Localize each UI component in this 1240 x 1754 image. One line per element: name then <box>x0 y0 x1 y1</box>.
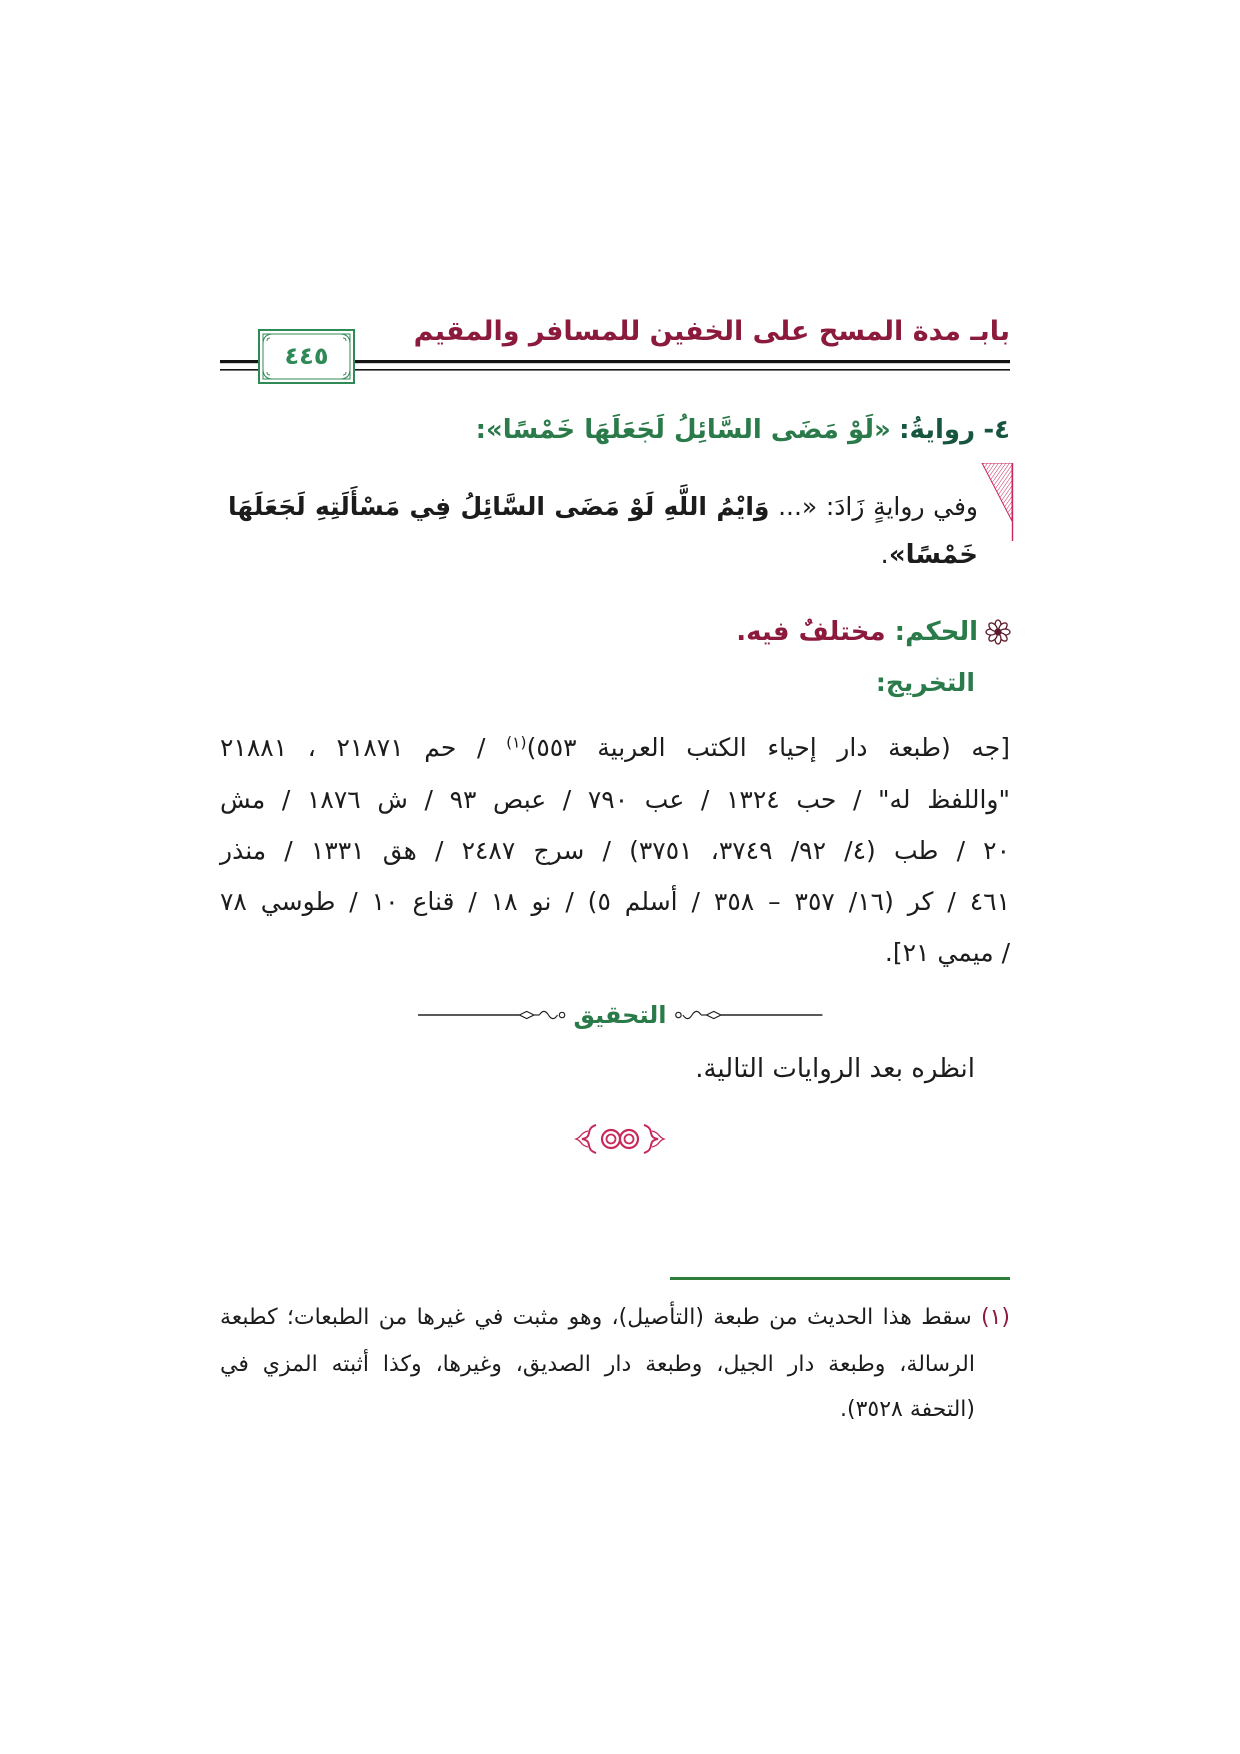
takhrij-line-5: / ميمي ٢١]. <box>884 938 1010 967</box>
variant-end: . <box>880 540 889 570</box>
verification-divider <box>418 998 822 1032</box>
page-number: ٤٤٥ <box>284 342 329 370</box>
ruling-label: الحكم: <box>894 617 978 647</box>
section-end-ornament <box>570 1121 670 1157</box>
rosette-center <box>994 628 1001 635</box>
header-rule-left-thick <box>220 360 258 363</box>
divider-ornament-right <box>673 1003 822 1027</box>
divider-diamond <box>706 1011 720 1018</box>
entry-label: روايةُ: <box>899 415 976 445</box>
takhrij-line-1 <box>220 730 1010 766</box>
hatched-triangle <box>982 463 1012 521</box>
footnote-marker: (١) <box>980 1305 1010 1330</box>
header-rule-right-thick <box>355 360 1010 363</box>
entry-quote: «لَوْ مَضَى السَّائِلُ لَجَعَلَهَا خَمْسًا»: <box>475 415 891 445</box>
rosette-icon <box>985 619 1011 645</box>
footnote-line-2: الرسالة، وطبعة دار الجيل، وطبعة دار الصديق، وغيرها، وكذا أثبته المزي في <box>220 1352 975 1377</box>
divider-scroll <box>539 1011 557 1018</box>
variant-line-2 <box>228 535 978 575</box>
divider-dot <box>675 1012 680 1017</box>
variant-intro: وفي روايةٍ زَادَ: <box>825 492 979 521</box>
divider-ornament-left <box>418 1003 567 1027</box>
chapter-title: بابـ مدة المسح على الخفين للمسافر والمقيم <box>413 316 1010 347</box>
divider-scroll <box>682 1011 700 1018</box>
ruling <box>736 612 978 652</box>
verification-text: انظره بعد الروايات التالية. <box>695 1054 975 1084</box>
footnote-line-3: (التحفة ٣٥٢٨). <box>840 1397 975 1422</box>
variant-quote-line-1: وَايْمُ اللَّهِ لَوْ مَضَى السَّائِلُ فِي مَسْأَلَتِهِ لَجَعَلَهَا <box>228 492 770 521</box>
header-rule-right-thin <box>355 369 1010 371</box>
footnote-separator <box>670 1277 1010 1280</box>
footnote-line-1-text: سقط هذا الحديث من طبعة (التأصيل)، وهو مثبت في غيرها من الطبعات؛ كطبعة <box>220 1305 972 1330</box>
variant-quote-line-2: خَمْسًا» <box>888 540 978 570</box>
entry-number: ٤- <box>983 415 1010 445</box>
takhrij-line-4: ٤٦١ / كر (١٦/ ٣٥٧ – ٣٥٨ / أسلم ٥) / نو ١٨ / قناع ١٠ / طوسي ٧٨ <box>220 887 1011 916</box>
entry-heading <box>476 410 1010 450</box>
footnote-line-1 <box>220 1302 1010 1334</box>
takhrij-line-3: ٢٠ / طب (٤/ ٩٢/ ٣٧٤٩، ٣٧٥١) / سرج ٢٤٨٧ / هق ١٣٣١ / منذر <box>220 836 1011 865</box>
page-number-frame <box>258 329 355 384</box>
takhrij-line-1-rest: / حم ٢١٨٧١ ، ٢١٨٨١ <box>220 733 486 762</box>
header-rule-left-thin <box>220 369 258 371</box>
flourish-right <box>644 1125 658 1153</box>
ruling-value: مختلفٌ فيه. <box>736 617 886 647</box>
takhrij-heading: التخريج: <box>875 668 975 697</box>
divider-dot <box>559 1012 564 1017</box>
flourish-left <box>582 1125 596 1153</box>
footnote-reference[interactable]: (١) <box>506 733 527 752</box>
divider-diamond <box>519 1011 533 1018</box>
verification-heading: التحقيق <box>573 1001 667 1029</box>
variant-line-1 <box>228 487 978 527</box>
flower-right <box>620 1130 638 1148</box>
flower-left <box>602 1130 620 1148</box>
takhrij-line-2: "واللفظ له" / حب ١٣٢٤ / عب ٧٩٠ / عبص ٩٣ / ش ١٨٧٦ / مش <box>220 785 1010 814</box>
takhrij-line-1-text: [جه (طبعة دار إحياء الكتب العربية ٥٥٣) <box>526 733 1011 762</box>
variant-open-quote: «... <box>778 492 818 521</box>
quote-corner-ornament <box>980 463 1014 541</box>
